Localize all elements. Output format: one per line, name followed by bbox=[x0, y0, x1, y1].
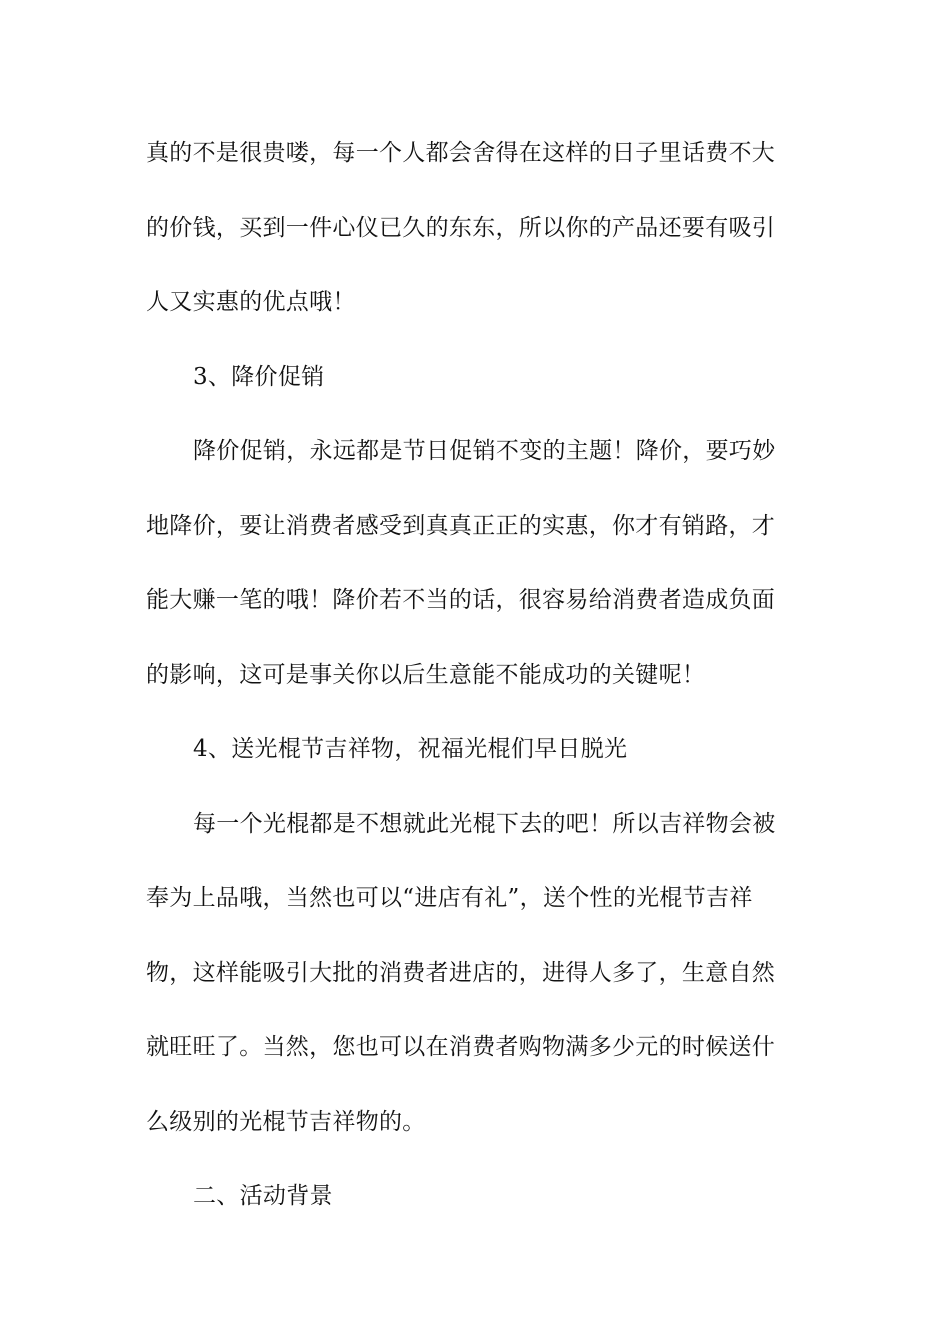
paragraph-line: 物，这样能吸引大批的消费者进店的，进得人多了，生意自然 bbox=[146, 960, 776, 986]
paragraph-line: 每一个光棍都是不想就此光棍下去的吧！所以吉祥物会被 bbox=[193, 811, 776, 837]
section-heading: 4、送光棍节吉祥物，祝福光棍们早日脱光 bbox=[193, 736, 628, 762]
section-heading: 二、活动背景 bbox=[193, 1183, 333, 1209]
paragraph-line: 就旺旺了。当然，您也可以在消费者购物满多少元的时候送什 bbox=[146, 1034, 776, 1060]
paragraph-line: 真的不是很贵喽，每一个人都会舍得在这样的日子里话费不大 bbox=[146, 140, 776, 166]
paragraph-line: 地降价，要让消费者感受到真真正正的实惠，你才有销路，才 bbox=[146, 513, 776, 539]
paragraph-line: 能大赚一笔的哦！降价若不当的话，很容易给消费者造成负面 bbox=[146, 587, 776, 613]
paragraph-line: 人又实惠的优点哦！ bbox=[146, 289, 356, 315]
paragraph-line: 的价钱，买到一件心仪已久的东东，所以你的产品还要有吸引 bbox=[146, 215, 776, 241]
section-heading: 3、降价促销 bbox=[193, 364, 325, 390]
paragraph-line: 的影响，这可是事关你以后生意能不能成功的关键呢！ bbox=[146, 662, 706, 688]
paragraph-line: 降价促销，永远都是节日促销不变的主题！降价，要巧妙 bbox=[193, 438, 776, 464]
paragraph-line: 么级别的光棍节吉祥物的。 bbox=[146, 1109, 426, 1135]
paragraph-line: 奉为上品哦，当然也可以“进店有礼”，送个性的光棍节吉祥 bbox=[146, 885, 753, 911]
